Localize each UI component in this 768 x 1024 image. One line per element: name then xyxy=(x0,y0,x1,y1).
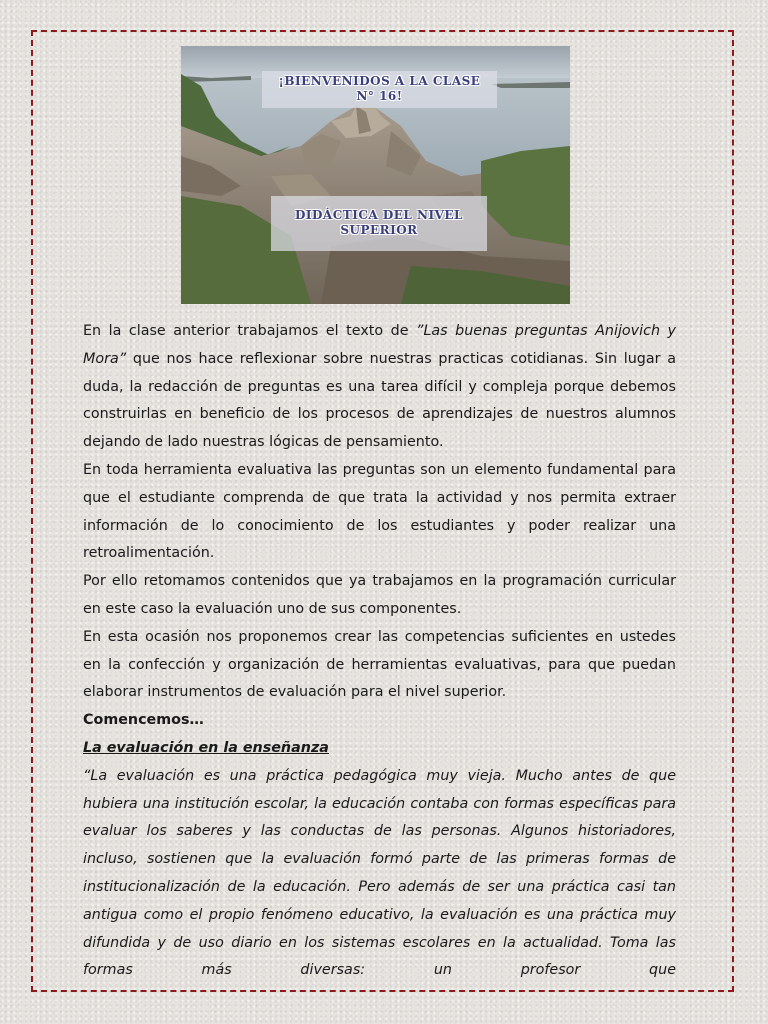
paragraph-1-start: En la clase anterior trabajamos el texto de xyxy=(83,323,417,339)
start-heading: Comencemos… xyxy=(83,712,204,729)
subject-banner-text xyxy=(271,196,487,251)
welcome-banner-text xyxy=(262,71,497,108)
paragraph-2: En toda herramienta evaluativa las preguntas son un elemento fundamental para que el estudiante comprenda de que trata la actividad y nos permita extraer información de lo conocimiento de los estudiantes y poder realizar una retroalimentación. xyxy=(83,461,676,562)
paragraph-1 xyxy=(83,318,676,457)
cited-text: ”Las buenas preguntas Anijovich y Mora” xyxy=(83,323,677,367)
section-title: La evaluación en la enseñanza xyxy=(83,739,329,756)
welcome-line-2: N° 16! xyxy=(356,89,403,103)
subject-line-2: SUPERIOR xyxy=(340,223,418,237)
quote-paragraph: “La evaluación es una práctica pedagógica muy vieja. Mucho antes de que hubiera una institución escolar, la educación contaba con formas específicas para evaluar los saberes y las conductas de las personas. Algunos historiadores, incluso, sostienen que la evaluación formó parte de las primeras formas de institucionalización de la educación. Pero además de ser una práctica casi tan antigua como el propio fenómeno educativo, la evaluación es una práctica muy difundida y de uso diario en los sistemas escolares en la actualidad. Toma las formas más diversas: un profesor que xyxy=(83,767,676,979)
paragraph-4: En esta ocasión nos proponemos crear las competencias suficientes en ustedes en la confección y organización de herramientas evaluativas, para que puedan elaborar instrumentos de evaluación para el nivel superior. xyxy=(83,628,676,701)
document-body xyxy=(83,318,676,985)
paragraph-3: Por ello retomamos contenidos que ya trabajamos en la programación curricular en este caso la evaluación uno de sus componentes. xyxy=(83,573,676,617)
welcome-line-1: ¡BIENVENIDOS A LA CLASE xyxy=(278,74,481,88)
header-landscape-image xyxy=(181,46,570,304)
paragraph-1-end: que nos hace reflexionar sobre nuestras practicas cotidianas. Sin lugar a duda, la redacción de preguntas es una tarea difícil y compleja porque debemos construirlas en beneficio de los procesos de aprendizajes de nuestros alumnos dejando de lado nuestras lógicas de pensamiento. xyxy=(83,350,676,451)
subject-line-1: DIDÁCTICA DEL NIVEL xyxy=(294,208,463,222)
